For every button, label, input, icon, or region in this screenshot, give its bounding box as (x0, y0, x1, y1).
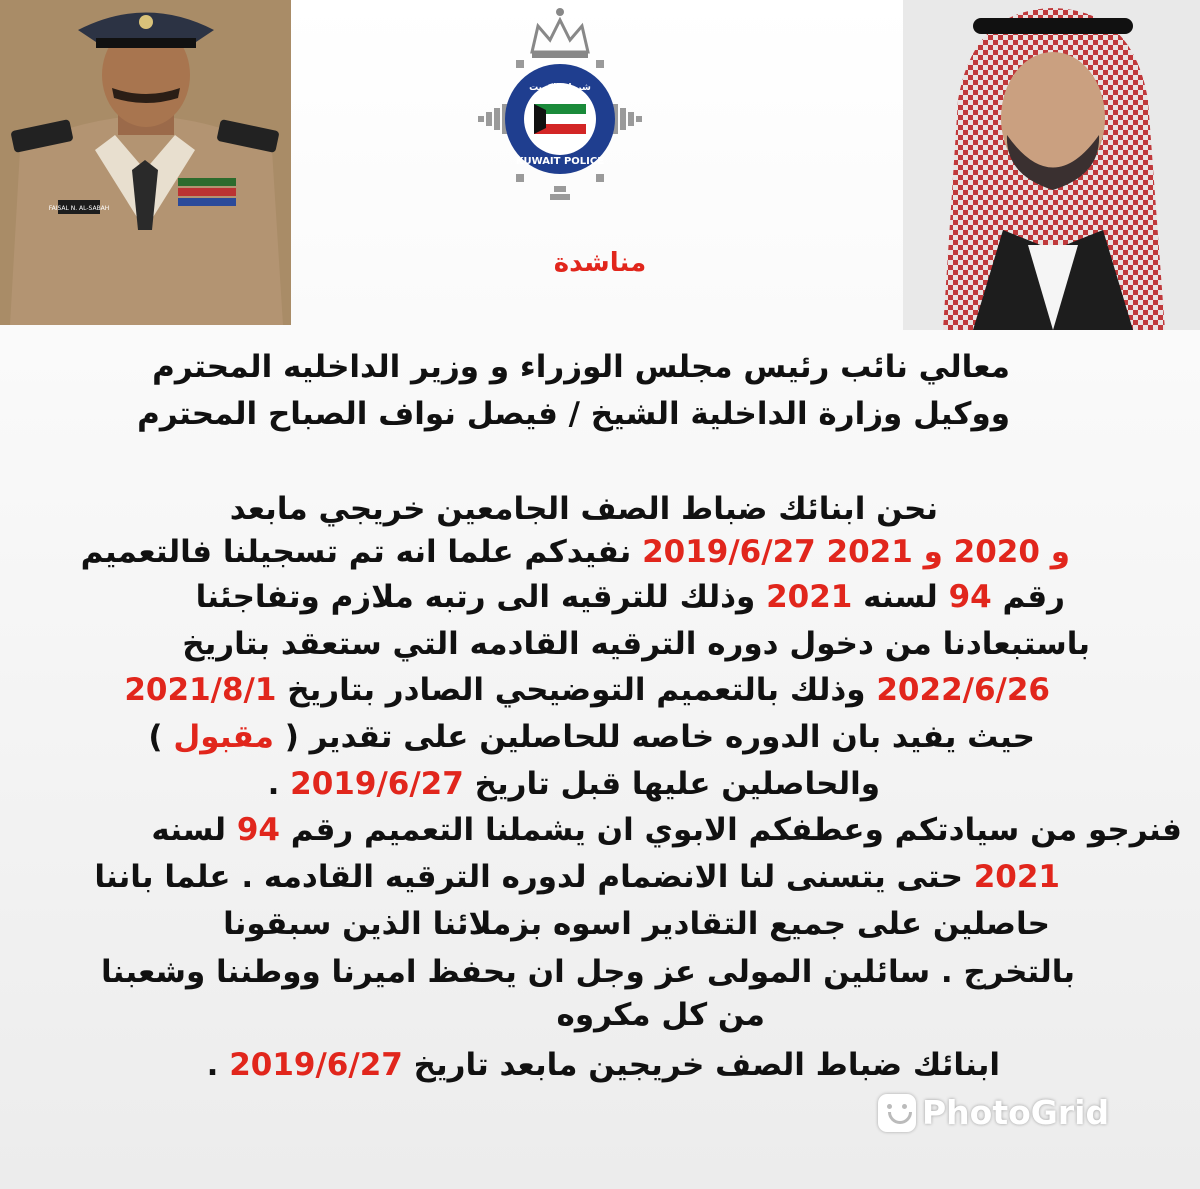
body-line-6-a: حيث يفيد بان الدوره خاصه للحاصلين على تقدير ( (284, 719, 1035, 755)
photogrid-watermark (878, 1093, 1109, 1132)
body-line-12: من كل مكروه (556, 997, 765, 1033)
body-line-9 (94, 855, 1060, 899)
kuwait-police-emblem-icon (472, 4, 648, 204)
signature-line (207, 1043, 1000, 1087)
body-line-7-a: والحاصلين عليها قبل تاريخ (474, 766, 880, 802)
svg-text:KUWAIT POLICE: KUWAIT POLICE (515, 156, 605, 167)
svg-text:شرطة الكويت: شرطة الكويت (529, 83, 591, 93)
dates-highlight: 2019/6/27 و 2020 و 2021 (642, 534, 1070, 570)
body-line-2-text: نفيدكم علما انه تم تسجيلنا فالتعميم (80, 534, 632, 570)
signature-line-b: . (206, 1047, 219, 1083)
minister-portrait-icon (903, 0, 1200, 330)
photogrid-smile-icon (878, 1094, 916, 1132)
course-date: 2022/6/26 (876, 672, 1050, 708)
circular-year: 2021 (766, 579, 853, 615)
body-line-8-b: لسنه (151, 812, 227, 848)
circular-number: 94 (948, 579, 992, 615)
body-line-7 (268, 762, 880, 806)
body-line-1: نحن ابنائك ضباط الصف الجامعين خريجي مابعد (229, 491, 938, 527)
body-line-8-a: فنرجو من سيادتكم وعطفكم الابوي ان يشملنا التعميم رقم (290, 812, 1182, 848)
grade-highlight: مقبول (173, 719, 274, 755)
body-line-9-text: حتى يتسنى لنا الانضمام لدوره الترقيه القادمه . علما باننا (94, 859, 963, 895)
body-line-3-c: وذلك للترقيه الى رتبه ملازم وتفاجئنا (195, 579, 756, 615)
body-line-7-b: . (267, 766, 280, 802)
kuwait-police-logo (472, 4, 648, 204)
body-line-6-b: ) (148, 719, 163, 755)
body-line-3 (196, 575, 1065, 619)
body-line-2 (81, 530, 1070, 574)
body-line-5 (124, 668, 1050, 712)
body-line-3-a: رقم (1002, 579, 1065, 615)
body-line-6 (148, 715, 1035, 759)
minister-photo (903, 0, 1200, 330)
clarification-date: 2021/8/1 (124, 672, 277, 708)
photogrid-label: PhotoGrid (922, 1093, 1110, 1132)
body-line-8 (151, 808, 1182, 852)
body-line-5-text: وذلك بالتعميم التوضيحي الصادر بتاريخ (287, 672, 866, 708)
body-line-10: حاصلين على جميع التقادير اسوه بزملائنا الذين سبقونا (223, 906, 1050, 942)
body-line-11: بالتخرج . سائلين المولى عز وجل ان يحفظ اميرنا ووطننا وشعبنا (101, 954, 1075, 990)
body-line-3-b: لسنه (863, 579, 938, 615)
circular-number-2: 94 (236, 812, 280, 848)
page-title: مناشدة (553, 248, 647, 278)
cutoff-date: 2019/6/27 (290, 766, 464, 802)
circular-year-2: 2021 (973, 859, 1060, 895)
body-line-4: باستبعادنا من دخول دوره الترقيه القادمه التي ستعقد بتاريخ (182, 626, 1090, 662)
svg-text:FAISAL N. AL-SABAH: FAISAL N. AL-SABAH (48, 205, 110, 212)
signature-line-a: ابنائك ضباط الصف خريجين مابعد تاريخ (413, 1047, 1000, 1083)
signature-date: 2019/6/27 (229, 1047, 403, 1083)
address-line-1: معالي نائب رئيس مجلس الوزراء و وزير الداخليه المحترم (152, 349, 1010, 385)
address-line-2: ووكيل وزارة الداخلية الشيخ / فيصل نواف الصباح المحترم (137, 396, 1010, 432)
